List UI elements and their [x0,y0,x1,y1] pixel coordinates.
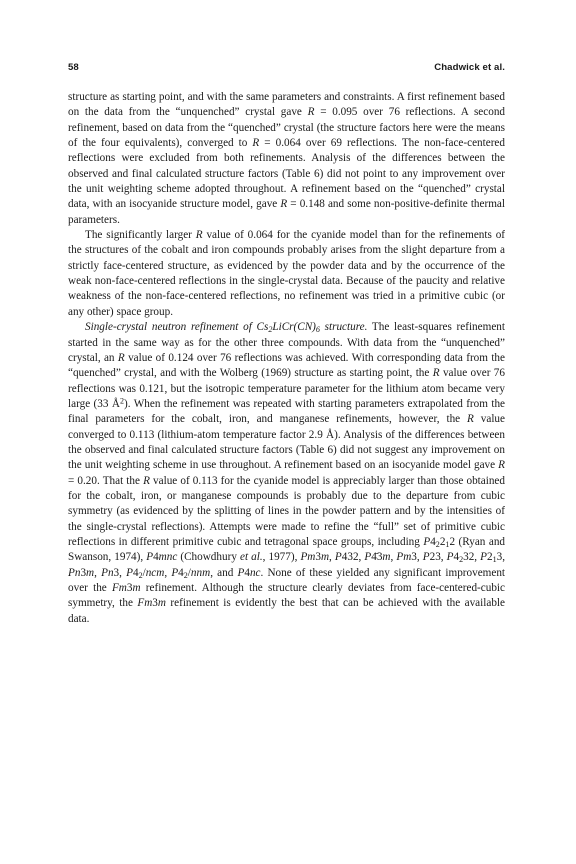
paragraph: structure as starting point, and with the same parameters and constraints. A first refinement based on the data from the “unquenched” crystal gave R = 0.095 over 76 reflections. A second refinement, based on data from the “quenched” crystal (the structure factors here were the means of the four equivalents), converged to R = 0.064 over 69 reflections. The non-face-centered reflections were excluded from both refinements. Analysis of the differences between the observed and final calculated structure factors (Table 6) did not point to any improvement over the unit weighting scheme adopted throughout. A refinement based on the “quenched” crystal data, with an isocyanide structure model, gave R = 0.148 and some non-positive-definite thermal parameters. [68,91,506,226]
page-number: 58 [68,62,79,73]
running-head [68,62,505,73]
paper-page [68,62,505,627]
running-title: Chadwick et al. [434,62,505,73]
paragraph-neutron-refinement: Single-crystal neutron refinement of $Cs_2LiCr(CN)_6$ structure. The least-squares refinement started in the same way as for the other three compounds. With data from the “unquenched” crystal, an R value of 0.124 over 76 reflections was achieved. With corresponding data from the “quenched” crystal, and with the Wolberg (1969) structure as starting point, the R value over 76 reflections was 0.121, but the isotropic temperature parameter for the lithium atom became very large (33 $Å^2$). When the refinement was repeated with starting parameters extrapolated from the final parameters for the cobalt, iron, and manganese refinements, however, the R value converged to 0.113 (lithium-atom temperature factor 2.9 Å). Analysis of the differences between the observed and final calculated structure factors (Table 6) did not suggest any improvement on the unit weighting scheme in use throughout. A refinement based on an isocyanide model gave R = 0.20. That the R value of 0.113 for the cyanide model is appreciably larger than those obtained for the cobalt, iron, or manganese compounds is probably due to the departure from cubic symmetry (as evidenced by the splitting of lines in the powder pattern and by the intensities of the single-crystal reflections). Attempts were made to refine the “full” set of primitive cubic reflections in different primitive cubic and tetragonal space groups, including $P4_22_12$ (Ryan and Swanson, 1974), P4mnc (Chowdhury et al., 1977), Pm3m, P432, P4̄3m, Pm3, P23, $P4_232$, $P2_13$, Pn3m, Pn3, $P4_2$/ncm, $P4_2$/nnm, and P4nc. None of these yielded any significant improvement over the Fm3m refinement. Although the structure clearly deviates from face-centered-cubic symmetry, the Fm3m refinement is evidently the best that can be achieved with the available data. [68,321,506,625]
body-text [68,90,505,627]
paragraph: The significantly larger R value of 0.064 for the cyanide model than for the refinements of the structures of the cobalt and iron compounds probably arises from the slight departure from a strictly face-centered structure, as evidenced by the powder data and by the occurrence of the weak non-face-centered reflections in the single-crystal data. Because of the paucity and relative weakness of the non-face-centered reflections, no refinement was tried in a primitive cubic (or any other) space group. [68,229,506,318]
